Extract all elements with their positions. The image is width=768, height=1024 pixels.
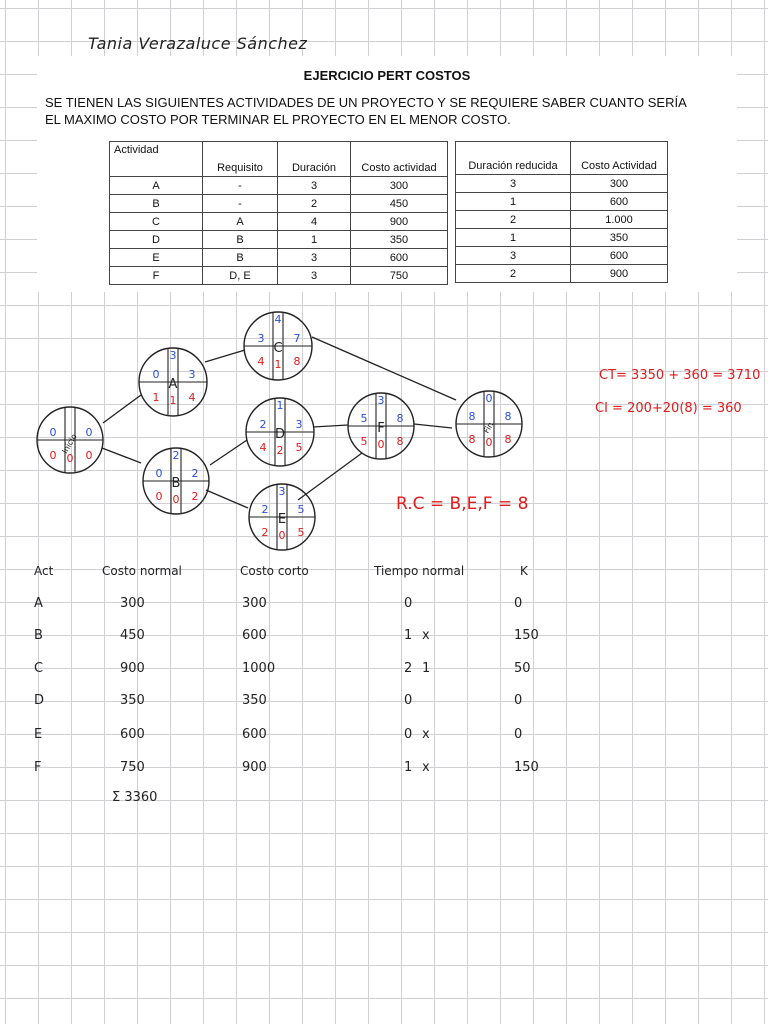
node-slack: 0 xyxy=(485,436,493,449)
cost-row-normal: 300 xyxy=(120,596,145,611)
node-duration: 3 xyxy=(169,349,177,362)
node-c xyxy=(244,312,312,380)
note-critical-route: R.C = B,E,F = 8 xyxy=(396,494,529,514)
cost-row-corto: 350 xyxy=(242,693,267,708)
cost-row-act: D xyxy=(34,693,45,708)
node-label: E xyxy=(277,512,287,527)
activity-row-cell: 600 xyxy=(351,249,448,267)
cost-row-k: 0 xyxy=(514,727,523,742)
exercise-title: EJERCICIO PERT COSTOS xyxy=(303,68,471,83)
cost-header-corto: Costo corto xyxy=(240,564,309,578)
node-early-start: 0 xyxy=(152,368,160,381)
cost-sum: Σ 3360 xyxy=(112,790,158,805)
cost-row-act: C xyxy=(34,661,44,676)
cost-row-corto: 300 xyxy=(242,596,267,611)
node-late-start: 4 xyxy=(259,441,267,454)
header-requisito: Requisito xyxy=(203,142,278,177)
node-late-finish: 8 xyxy=(293,355,301,368)
node-early-start: 0 xyxy=(155,467,163,480)
node-label: C xyxy=(273,341,283,356)
cost-header-act: Act xyxy=(34,564,54,578)
cost-row-normal: 750 xyxy=(120,760,145,775)
edge-a-c xyxy=(205,350,245,362)
activity-row-cell: D, E xyxy=(203,267,278,285)
network-nodes xyxy=(37,312,522,550)
edge-b-d xyxy=(210,440,247,465)
node-d xyxy=(246,398,314,466)
edge-inicio-b xyxy=(102,448,141,463)
cost-row-k: 150 xyxy=(514,628,539,643)
cost-header-k: K xyxy=(520,564,528,578)
node-fin xyxy=(456,391,522,457)
node-slack: 0 xyxy=(66,452,74,465)
reduced-row-cell: 2 xyxy=(456,211,571,229)
node-early-finish: 2 xyxy=(191,467,199,480)
cost-row-act: E xyxy=(34,727,43,742)
reduced-row-cell: 350 xyxy=(571,229,668,247)
activity-row-cell: 450 xyxy=(351,195,448,213)
node-label: Fin xyxy=(481,420,496,435)
node-late-finish: 5 xyxy=(297,526,305,539)
node-late-start: 8 xyxy=(468,433,476,446)
activity-row-cell: A xyxy=(203,213,278,231)
cost-row-corto: 600 xyxy=(242,628,267,643)
header-duracion: Duración xyxy=(278,142,351,177)
node-late-start: 4 xyxy=(257,355,265,368)
header-costo-actividad: Costo actividad xyxy=(351,142,448,177)
node-late-start: 0 xyxy=(49,449,57,462)
node-early-finish: 3 xyxy=(295,418,303,431)
cost-row-tiempo: 1 xyxy=(404,760,413,775)
cost-row-normal: 350 xyxy=(120,693,145,708)
cost-row-k: 0 xyxy=(514,693,523,708)
node-label: Inicio xyxy=(60,432,79,456)
activity-row-cell: 750 xyxy=(351,267,448,285)
activity-row-cell: 3 xyxy=(278,267,351,285)
reduced-row-cell: 1 xyxy=(456,229,571,247)
cost-header-normal: Costo normal xyxy=(102,564,182,578)
activity-row-cell: 900 xyxy=(351,213,448,231)
cost-row-tiempo: 0 xyxy=(404,727,413,742)
node-duration: 1 xyxy=(276,399,284,412)
author-name: Tania Verazaluce Sánchez xyxy=(88,34,308,53)
activity-row-cell: A xyxy=(110,177,203,195)
cost-row-normal: 600 xyxy=(120,727,145,742)
activity-row-cell: B xyxy=(110,195,203,213)
activity-row-cell: 3 xyxy=(278,177,351,195)
cost-row-tiempo: 1 xyxy=(404,628,413,643)
node-label: B xyxy=(171,476,181,491)
header-costo-actividad-reducido: Costo Actividad xyxy=(571,142,668,175)
edge-f-fin xyxy=(414,424,452,428)
cost-row-mark: x xyxy=(422,727,430,742)
node-slack: 1 xyxy=(169,394,177,407)
reduced-row-cell: 600 xyxy=(571,193,668,211)
node-early-start: 3 xyxy=(257,332,265,345)
cost-row-mark: x xyxy=(422,760,430,775)
node-slack: 0 xyxy=(377,438,385,451)
node-slack: 1 xyxy=(274,358,282,371)
reduced-row-cell: 300 xyxy=(571,175,668,193)
node-early-finish: 8 xyxy=(396,412,404,425)
node-early-finish: 5 xyxy=(297,503,305,516)
reduced-row-cell: 2 xyxy=(456,265,571,283)
cost-row-mark: 1 xyxy=(422,661,431,676)
activity-row-cell: - xyxy=(203,195,278,213)
reduced-row-cell: 1 xyxy=(456,193,571,211)
node-duration: 2 xyxy=(172,449,180,462)
node-late-finish: 4 xyxy=(188,391,196,404)
cost-row-act: F xyxy=(34,760,42,775)
node-late-finish: 5 xyxy=(295,441,303,454)
node-a xyxy=(139,348,207,416)
node-early-start: 0 xyxy=(49,426,57,439)
activity-row-cell: D xyxy=(110,231,203,249)
edge-inicio-a xyxy=(103,395,141,423)
activity-row-cell: 2 xyxy=(278,195,351,213)
activity-row-cell: 1 xyxy=(278,231,351,249)
reduced-row-cell: 900 xyxy=(571,265,668,283)
activity-row-cell: B xyxy=(203,231,278,249)
node-e xyxy=(249,484,315,550)
node-slack: 2 xyxy=(276,444,284,457)
cost-row-act: A xyxy=(34,596,43,611)
activity-row-cell: C xyxy=(110,213,203,231)
cost-row-k: 0 xyxy=(514,596,523,611)
node-early-finish: 7 xyxy=(293,332,301,345)
activity-row-cell: 350 xyxy=(351,231,448,249)
edge-d-f xyxy=(313,425,348,427)
edge-c-fin xyxy=(312,337,456,400)
node-early-start: 2 xyxy=(261,503,269,516)
cost-row-k: 150 xyxy=(514,760,539,775)
statement-line-2: EL MAXIMO COSTO POR TERMINAR EL PROYECTO EN EL MENOR COSTO. xyxy=(45,112,511,127)
reduced-row-cell: 3 xyxy=(456,247,571,265)
node-late-start: 2 xyxy=(261,526,269,539)
header-duracion-reducida: Duración reducida xyxy=(456,142,571,175)
activity-row-cell: 300 xyxy=(351,177,448,195)
node-early-start: 2 xyxy=(259,418,267,431)
reduced-row-cell: 3 xyxy=(456,175,571,193)
cost-row-tiempo: 0 xyxy=(404,596,413,611)
edge-e-f xyxy=(298,453,362,500)
note-ct: CT= 3350 + 360 = 3710 xyxy=(599,368,761,383)
node-late-finish: 8 xyxy=(396,435,404,448)
activity-row-cell: - xyxy=(203,177,278,195)
node-duration: 0 xyxy=(485,392,493,405)
cost-row-tiempo: 2 xyxy=(404,661,413,676)
activity-row-cell: B xyxy=(203,249,278,267)
node-inicio xyxy=(37,407,103,473)
node-late-start: 0 xyxy=(155,490,163,503)
reduced-row-cell: 600 xyxy=(571,247,668,265)
node-late-finish: 0 xyxy=(85,449,93,462)
activity-row-cell: E xyxy=(110,249,203,267)
node-duration: 3 xyxy=(278,485,286,498)
reduced-row-cell: 1.000 xyxy=(571,211,668,229)
node-duration: 3 xyxy=(377,394,385,407)
statement-line-1: SE TIENEN LAS SIGUIENTES ACTIVIDADES DE UN PROYECTO Y SE REQUIERE SABER CUANTO SERÍA xyxy=(45,95,687,110)
cost-row-corto: 1000 xyxy=(242,661,276,676)
cost-row-normal: 900 xyxy=(120,661,145,676)
cost-row-tiempo: 0 xyxy=(404,693,413,708)
node-slack: 0 xyxy=(172,493,180,506)
node-early-finish: 3 xyxy=(188,368,196,381)
activity-row-cell: F xyxy=(110,267,203,285)
activity-row-cell: 4 xyxy=(278,213,351,231)
cost-header-tiempo: Tiempo normal xyxy=(374,564,465,578)
node-late-finish: 2 xyxy=(191,490,199,503)
node-early-finish: 0 xyxy=(85,426,93,439)
node-late-finish: 8 xyxy=(504,433,512,446)
cost-row-corto: 900 xyxy=(242,760,267,775)
node-label: D xyxy=(274,427,286,442)
node-duration: 4 xyxy=(274,313,282,326)
node-early-finish: 8 xyxy=(504,410,512,423)
header-actividad: Actividad xyxy=(110,142,203,177)
node-f xyxy=(348,393,414,459)
cost-row-k: 50 xyxy=(514,661,531,676)
cost-row-mark: x xyxy=(422,628,430,643)
cost-row-act: B xyxy=(34,628,43,643)
node-slack: 0 xyxy=(278,529,286,542)
node-b xyxy=(143,448,209,514)
node-early-start: 8 xyxy=(468,410,476,423)
activity-row-cell: 3 xyxy=(278,249,351,267)
node-early-start: 5 xyxy=(360,412,368,425)
edge-b-e xyxy=(206,490,248,508)
note-ci: CI = 200+20(8) = 360 xyxy=(595,401,742,416)
cost-row-corto: 600 xyxy=(242,727,267,742)
node-label: A xyxy=(168,377,178,392)
cost-row-normal: 450 xyxy=(120,628,145,643)
node-late-start: 1 xyxy=(152,391,160,404)
node-late-start: 5 xyxy=(360,435,368,448)
node-label: F xyxy=(377,421,385,436)
